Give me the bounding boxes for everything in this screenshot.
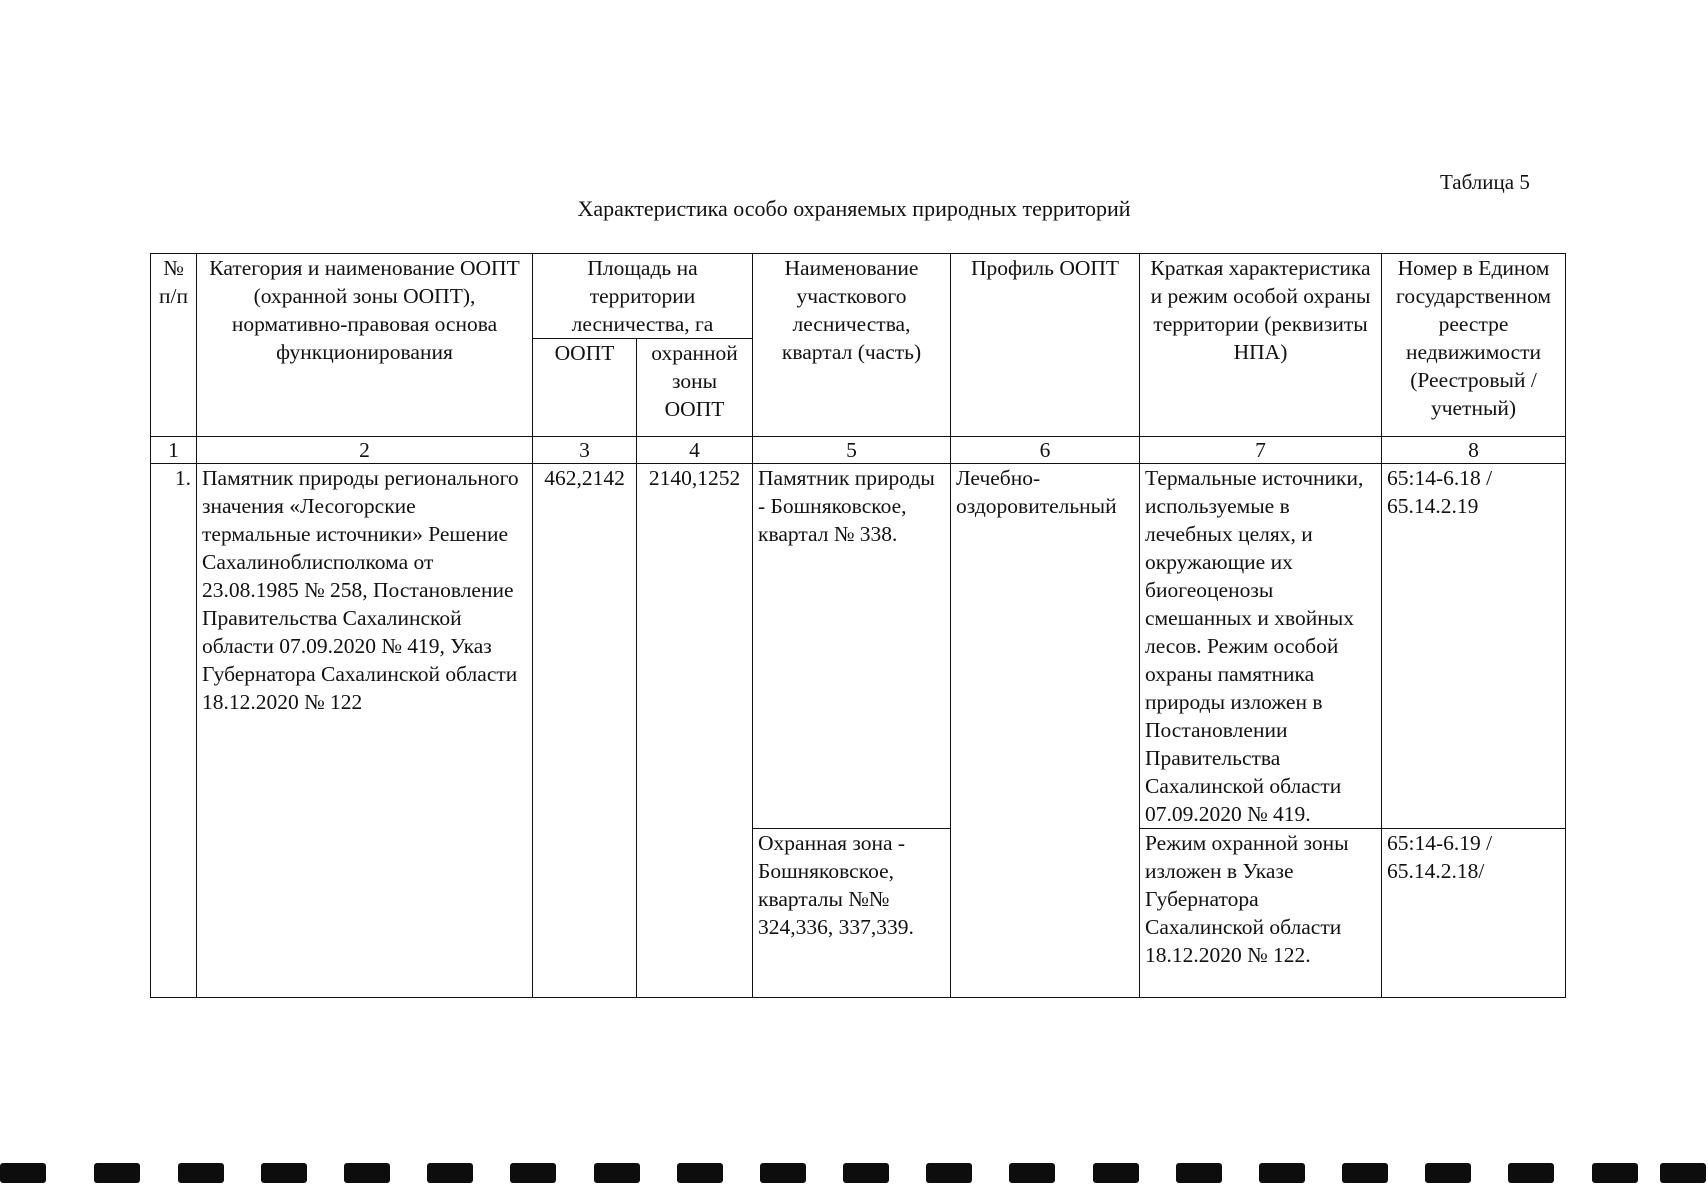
dash-mark (1508, 1163, 1554, 1183)
row-area-zone: 2140,1252 (637, 464, 753, 998)
row-description-monument: Термальные источники, используемые в лечебных целях, и окружающие их биогеоценозы смешанных и хвойных лесов. Режим особой охраны памятника природы изложен в Постановлении Правительства Сахалинской области 07.09.2020 № 419. (1140, 464, 1382, 829)
column-number: 6 (951, 437, 1140, 464)
dash-mark (1176, 1163, 1222, 1183)
column-number: 3 (533, 437, 637, 464)
row-area-name: Памятник природы регионального значения «Лесогорские термальные источники» Решение Сахалиноблисполкома от 23.08.1985 № 258, Постановление Правительства Сахалинской области 07.09.2020 № 419, Указ Губернатора Сахалинской области 18.12.2020 № 122 (197, 464, 533, 998)
header-row (151, 254, 1566, 339)
column-number: 1 (151, 437, 197, 464)
dash-mark (178, 1163, 224, 1183)
dash-mark (677, 1163, 723, 1183)
column-numbers-row (151, 437, 1566, 464)
table-number-label: Таблица 5 (1440, 170, 1530, 194)
header-number: № п/п (151, 254, 197, 437)
dash-mark (594, 1163, 640, 1183)
dash-mark (1259, 1163, 1305, 1183)
dash-mark (1592, 1163, 1638, 1183)
row-description-zone: Режим охранной зоны изложен в Указе Губернатора Сахалинской области 18.12.2020 № 122. (1140, 829, 1382, 998)
dash-mark (1425, 1163, 1471, 1183)
header-area-zone: охранной зоны ООПТ (637, 339, 753, 437)
header-forestry: Наименование участкового лесничества, квартал (часть) (753, 254, 951, 437)
header-profile: Профиль ООПТ (951, 254, 1140, 437)
dash-mark (0, 1163, 46, 1183)
dash-mark (1093, 1163, 1139, 1183)
dash-mark (760, 1163, 806, 1183)
row-number: 1. (151, 464, 197, 998)
dash-mark (510, 1163, 556, 1183)
dash-mark (1342, 1163, 1388, 1183)
dash-mark (94, 1163, 140, 1183)
header-category-name: Категория и наименование ООПТ (охранной зоны ООПТ), нормативно-правовая основа функционирования (197, 254, 533, 437)
row-forestry-zone: Охранная зона - Бошняковское, кварталы №№ 324,336, 337,339. (753, 829, 951, 998)
dash-mark (926, 1163, 972, 1183)
column-number: 5 (753, 437, 951, 464)
document-title: Характеристика особо охраняемых природных территорий (577, 196, 1131, 221)
header-characteristics: Краткая характеристика и режим особой охраны территории (реквизиты НПА) (1140, 254, 1382, 437)
dash-mark (344, 1163, 390, 1183)
dash-mark (261, 1163, 307, 1183)
header-area-oopt: ООПТ (533, 339, 637, 437)
row-forestry-monument: Памятник природы - Бошняковское, квартал № 338. (753, 464, 951, 829)
row-registry-zone: 65:14-6.19 / 65.14.2.18/ (1382, 829, 1566, 998)
dash-mark (1009, 1163, 1055, 1183)
dash-mark (427, 1163, 473, 1183)
row-area-oopt: 462,2142 (533, 464, 637, 998)
header-area-group: Площадь на территории лесничества, га (533, 254, 753, 339)
scan-edge-dashes (0, 1163, 1708, 1185)
column-number: 7 (1140, 437, 1382, 464)
column-number: 8 (1382, 437, 1566, 464)
protected-areas-table (150, 253, 1566, 998)
dash-mark (843, 1163, 889, 1183)
row-registry-monument: 65:14-6.18 / 65.14.2.19 (1382, 464, 1566, 829)
header-registry-number: Номер в Едином государственном реестре недвижимости (Реестровый / учетный) (1382, 254, 1566, 437)
column-number: 4 (637, 437, 753, 464)
table-row (151, 464, 1566, 829)
column-number: 2 (197, 437, 533, 464)
row-profile: Лечебно-оздоровительный (951, 464, 1140, 998)
dash-mark (1660, 1163, 1706, 1183)
